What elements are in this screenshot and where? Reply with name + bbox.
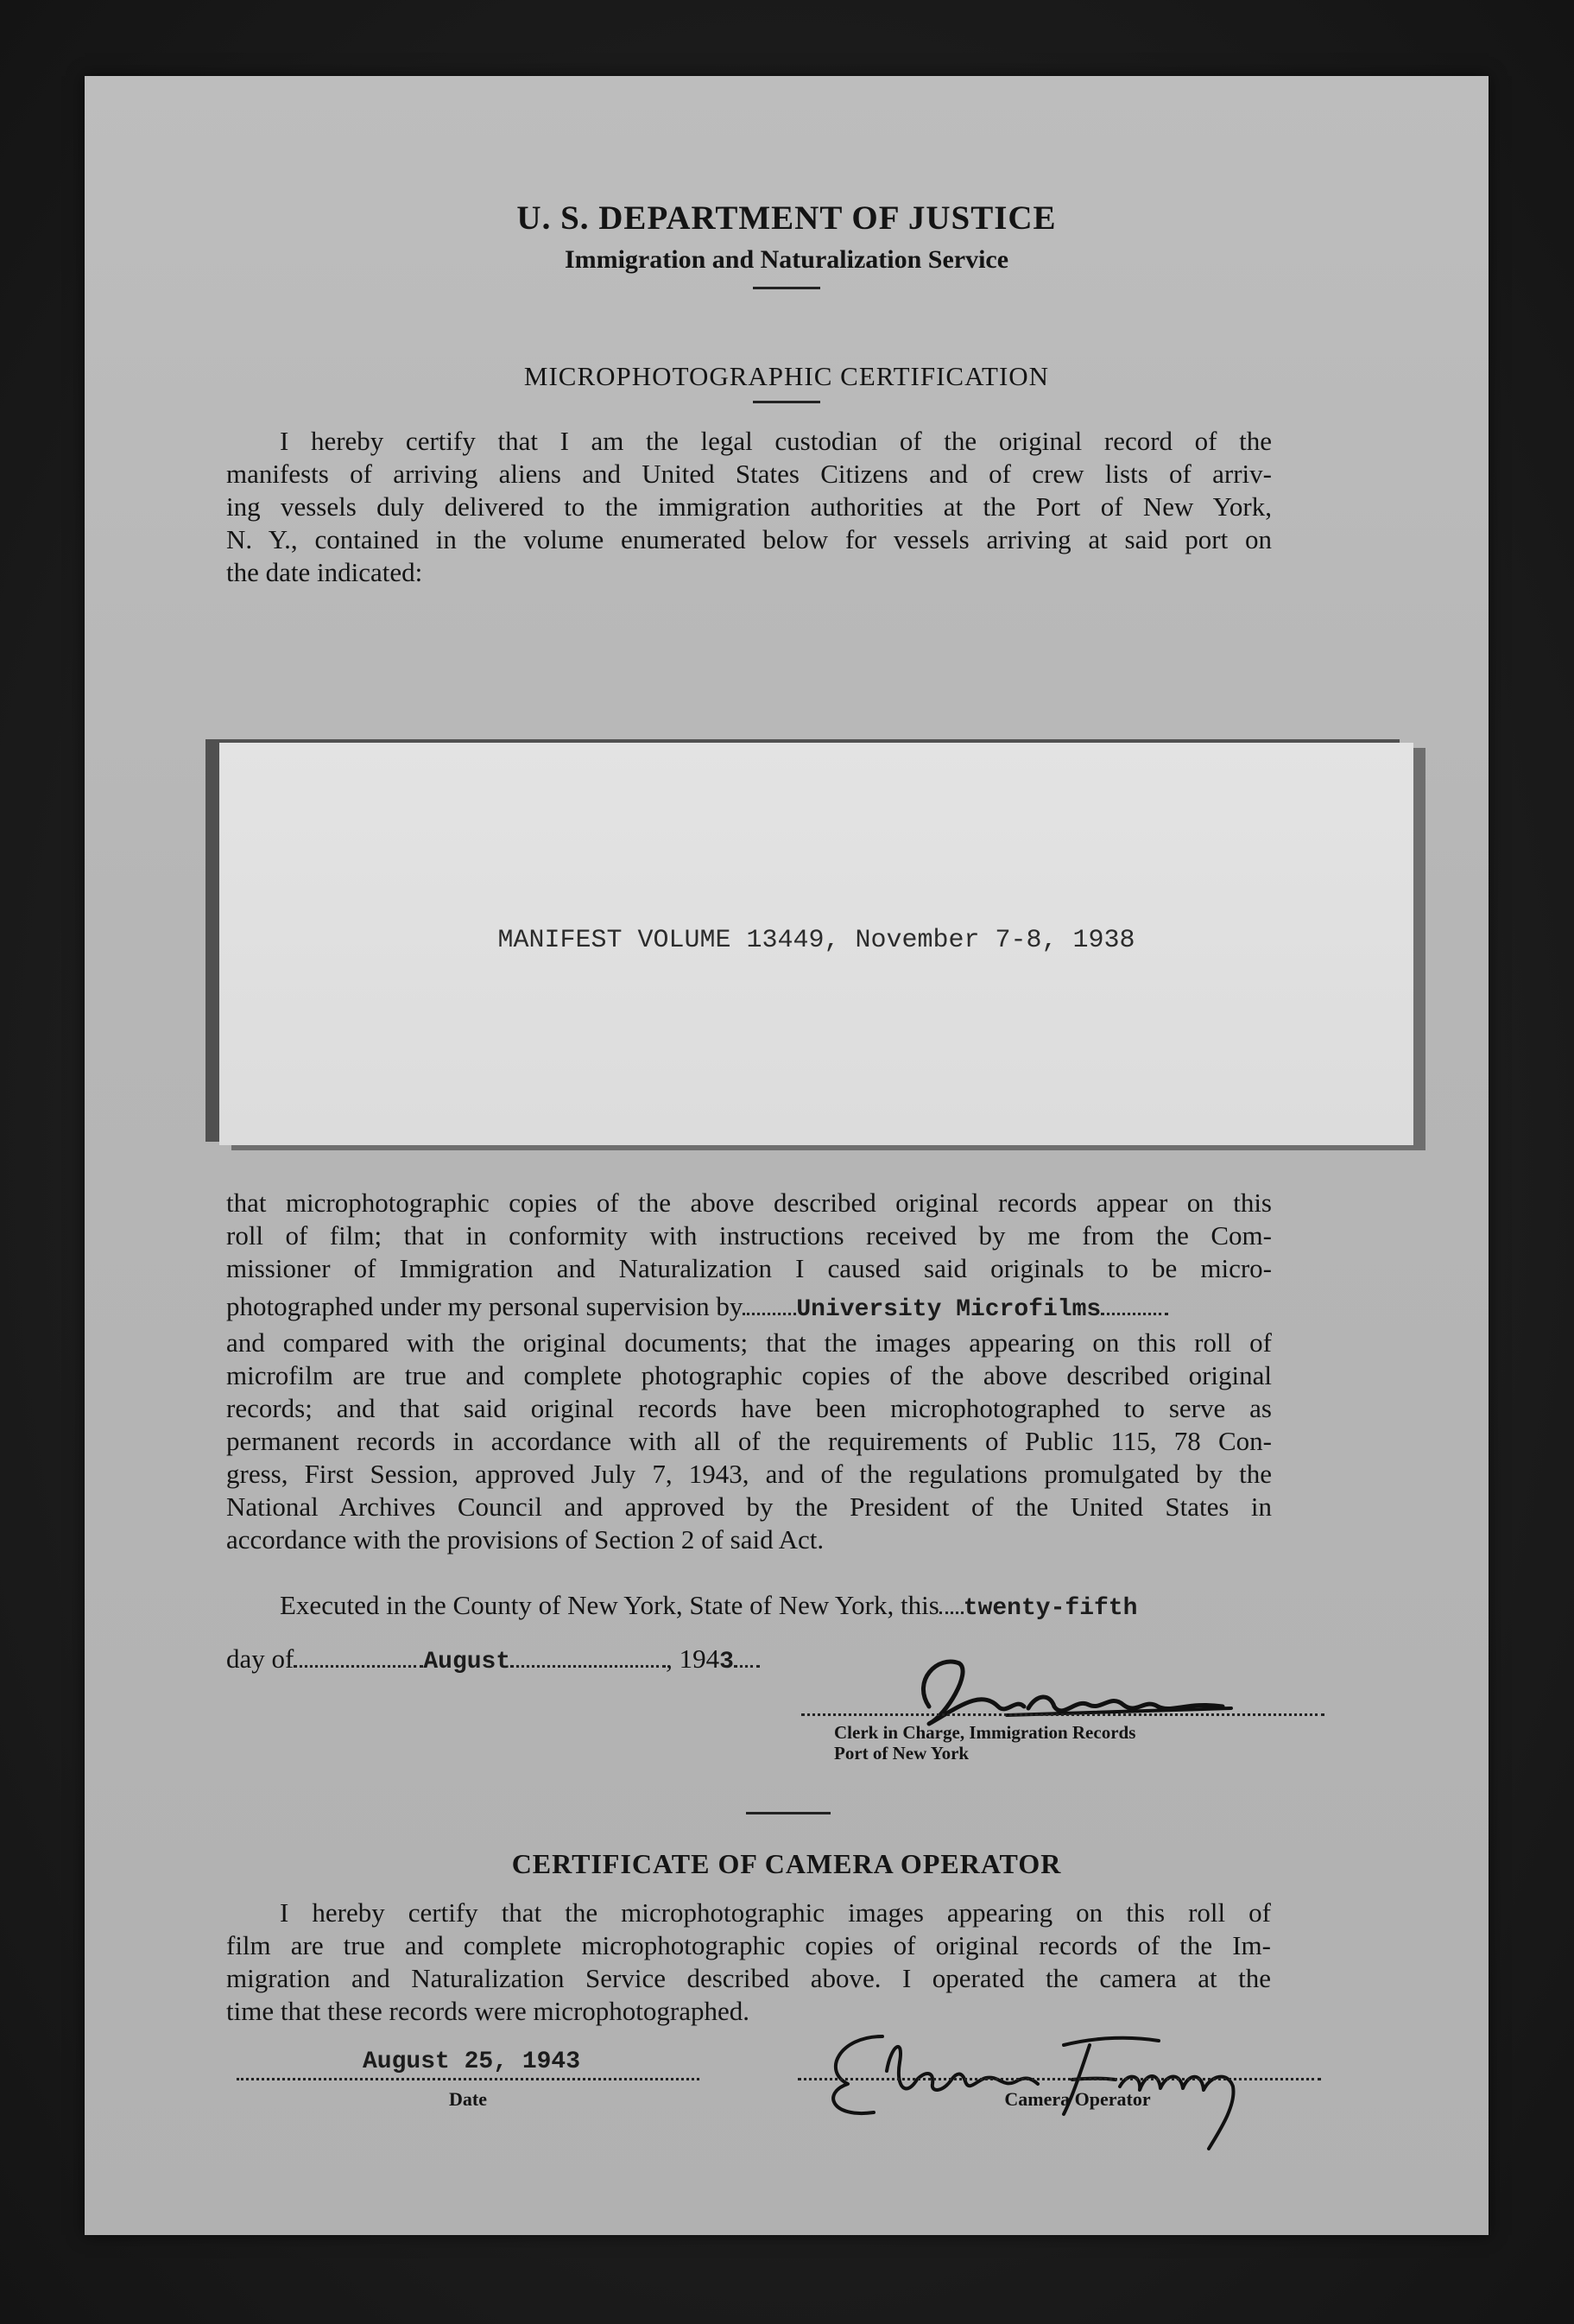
execution-day-typed: twenty-fifth [963, 1595, 1138, 1622]
operator-date-line [237, 2078, 699, 2080]
body-paragraph [226, 1187, 1272, 1556]
execution-month-typed: August [423, 1649, 511, 1675]
execution-year-digit: 3 [719, 1649, 734, 1675]
operator-line: time that these records were microphotographed. [226, 1996, 749, 2026]
intro-line: I hereby certify that I am the legal custodian of the original record of the [280, 426, 1272, 456]
operator-line: film are true and complete microphotographic copies of original records of the Im- [226, 1930, 1271, 1960]
camera-operator-signature [805, 2011, 1288, 2157]
operator-date-typed: August 25, 1943 [363, 2049, 581, 2075]
body-line: that microphotographic copies of the above described original records appear on this [226, 1187, 1272, 1218]
execution-line [280, 1589, 1299, 1625]
clerk-signature-line [801, 1713, 1324, 1716]
intro-line: N. Y., contained in the volume enumerated below for vessels arriving at said port on [226, 524, 1272, 554]
department-heading: U. S. DEPARTMENT OF JUSTICE [516, 199, 1057, 237]
supervisor-typed: University Microfilms [796, 1296, 1102, 1323]
certificate-document [85, 76, 1489, 2235]
supervision-prefix: photographed under my personal supervision by [226, 1291, 743, 1321]
execution-prefix: Executed in the County of New York, State of New York, this [280, 1590, 939, 1620]
intro-line: ing vessels duly delivered to the immigration authorities at the Port of New York, [226, 491, 1272, 522]
operator-paragraph [226, 1897, 1271, 2028]
intro-line: manifests of arriving aliens and United States Citizens and of crew lists of arriv- [226, 459, 1272, 489]
body-line: microfilm are true and complete photographic copies of the above described original [226, 1360, 1272, 1390]
body-line: missioner of Immigration and Naturalization I caused said originals to be micro- [226, 1253, 1272, 1283]
day-of-line [226, 1643, 917, 1679]
operator-label: Camera Operator [1004, 2088, 1151, 2110]
service-subheading: Immigration and Naturalization Service [564, 245, 1009, 274]
body-line: gress, First Session, approved July 7, 1943, and of the regulations promulgated by the [226, 1459, 1272, 1489]
body-line: National Archives Council and approved by the President of the United States in [226, 1491, 1272, 1522]
body-line: roll of film; that in conformity with instructions received by me from the Com- [226, 1220, 1272, 1251]
certification-title: MICROPHOTOGRAPHIC CERTIFICATION [523, 361, 1050, 391]
intro-line: the date indicated: [226, 557, 423, 587]
divider-1 [753, 287, 820, 289]
divider-2 [753, 401, 820, 403]
day-of-label: day of [226, 1643, 294, 1674]
intro-paragraph [226, 425, 1272, 589]
body-line: records; and that said original records have been microphotographed to serve as [226, 1393, 1272, 1423]
operator-line: I hereby certify that the microphotographic images appearing on this roll of [280, 1897, 1271, 1928]
execution-year-prefix: , 194 [666, 1643, 720, 1674]
manifest-volume-text: MANIFEST VOLUME 13449, November 7-8, 1938 [497, 926, 1135, 955]
supervision-line [226, 1290, 1272, 1327]
volume-insert-card [219, 743, 1413, 1145]
operator-line: migration and Naturalization Service described above. I operated the camera at the [226, 1963, 1271, 1993]
body-line: permanent records in accordance with all of the requirements of Public 115, 78 Con- [226, 1426, 1272, 1456]
body-line: and compared with the original documents; that the images appearing on this roll of [226, 1327, 1272, 1358]
operator-signature-line [798, 2078, 1321, 2080]
operator-date-label: Date [449, 2088, 487, 2110]
divider-3 [746, 1812, 831, 1814]
clerk-title: Clerk in Charge, Immigration Records Port of New York [834, 1722, 1136, 1764]
body-line: accordance with the provisions of Section 2 of said Act. [226, 1524, 825, 1555]
operator-section-title: CERTIFICATE OF CAMERA OPERATOR [511, 1848, 1062, 1879]
